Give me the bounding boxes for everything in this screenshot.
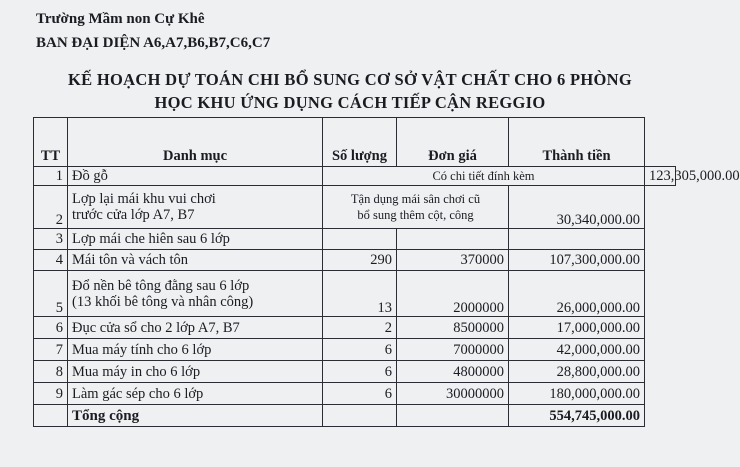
table-row (34, 383, 676, 405)
table-row (34, 361, 676, 383)
row-number: 8 (34, 361, 68, 383)
row-number: 4 (34, 250, 68, 271)
budget-table (33, 117, 740, 427)
row-total: 26,000,000.00 (509, 271, 645, 317)
header-tt: TT (34, 118, 68, 167)
row-total: 28,800,000.00 (509, 361, 645, 383)
row-item-line-2: (13 khối bê tông và nhân công) (72, 293, 254, 310)
row-item-line-1: Đổ nền bê tông đằng sau 6 lớp (72, 277, 250, 294)
table-row (34, 271, 676, 317)
table-row (34, 229, 676, 250)
row-qty: 13 (323, 271, 397, 317)
header-price: Đơn giá (397, 118, 509, 167)
row-total: 180,000,000.00 (509, 383, 645, 405)
row-item: Lợp mái che hiên sau 6 lớp (68, 229, 323, 250)
row-item (68, 271, 323, 317)
row-item (68, 186, 323, 229)
row-qty: 290 (323, 250, 397, 271)
row-number: 9 (34, 383, 68, 405)
table-row (34, 186, 676, 229)
row-item: Làm gác sép cho 6 lớp (68, 383, 323, 405)
row-number: 5 (34, 271, 68, 317)
row-note-line-1: Tận dụng mái sân chơi cũ (350, 192, 481, 206)
table-row (34, 317, 676, 339)
row-price: 2000000 (397, 271, 509, 317)
row-note: Có chi tiết đính kèm (323, 167, 645, 186)
table-header-row (34, 118, 676, 167)
row-qty (323, 229, 397, 250)
row-item: Mua máy tính cho 6 lớp (68, 339, 323, 361)
table-row (34, 250, 676, 271)
total-value: 554,745,000.00 (509, 405, 645, 427)
table-row (34, 167, 676, 186)
document-title-line-1: KẾ HOẠCH DỰ TOÁN CHI BỔ SUNG CƠ SỞ VẬT CHẤT CHO 6 PHÒNG (68, 70, 632, 89)
row-item: Mái tôn và vách tôn (68, 250, 323, 271)
total-empty-price (397, 405, 509, 427)
row-number: 1 (34, 167, 68, 186)
total-empty-qty (323, 405, 397, 427)
row-price: 8500000 (397, 317, 509, 339)
row-qty: 6 (323, 383, 397, 405)
row-qty: 2 (323, 317, 397, 339)
table-row (34, 339, 676, 361)
table-total-row (34, 405, 676, 427)
row-qty: 6 (323, 339, 397, 361)
committee-name: BAN ĐẠI DIỆN A6,A7,B6,B7,C6,C7 (36, 35, 271, 51)
row-price (397, 229, 509, 250)
row-item-line-2: trước cửa lớp A7, B7 (72, 207, 195, 223)
row-note (323, 186, 509, 229)
row-total: 123,305,000.00 (645, 167, 676, 186)
row-total: 42,000,000.00 (509, 339, 645, 361)
row-number: 2 (34, 186, 68, 229)
row-total: 30,340,000.00 (509, 186, 645, 229)
row-price: 370000 (397, 250, 509, 271)
row-total (509, 229, 645, 250)
row-price: 30000000 (397, 383, 509, 405)
row-item: Đục cửa sổ cho 2 lớp A7, B7 (68, 317, 323, 339)
total-label: Tổng cộng (68, 405, 323, 427)
total-spacer (34, 405, 68, 427)
row-price: 7000000 (397, 339, 509, 361)
row-item: Đồ gỗ (68, 167, 323, 186)
header-total: Thành tiền (509, 118, 645, 167)
row-total: 17,000,000.00 (509, 317, 645, 339)
header-item: Danh mục (68, 118, 323, 167)
row-item: Mua máy in cho 6 lớp (68, 361, 323, 383)
document-title-line-2: HỌC KHU ỨNG DỤNG CÁCH TIẾP CẬN REGGIO (154, 93, 546, 112)
row-item-line-1: Lợp lại mái khu vui chơi (72, 191, 216, 207)
row-total: 107,300,000.00 (509, 250, 645, 271)
row-number: 6 (34, 317, 68, 339)
header-qty: Số lượng (323, 118, 397, 167)
row-number: 3 (34, 229, 68, 250)
school-name: Trường Mầm non Cự Khê (36, 11, 205, 27)
row-price: 4800000 (397, 361, 509, 383)
row-qty: 6 (323, 361, 397, 383)
row-number: 7 (34, 339, 68, 361)
row-note-line-2: bổ sung thêm cột, công (357, 208, 474, 222)
